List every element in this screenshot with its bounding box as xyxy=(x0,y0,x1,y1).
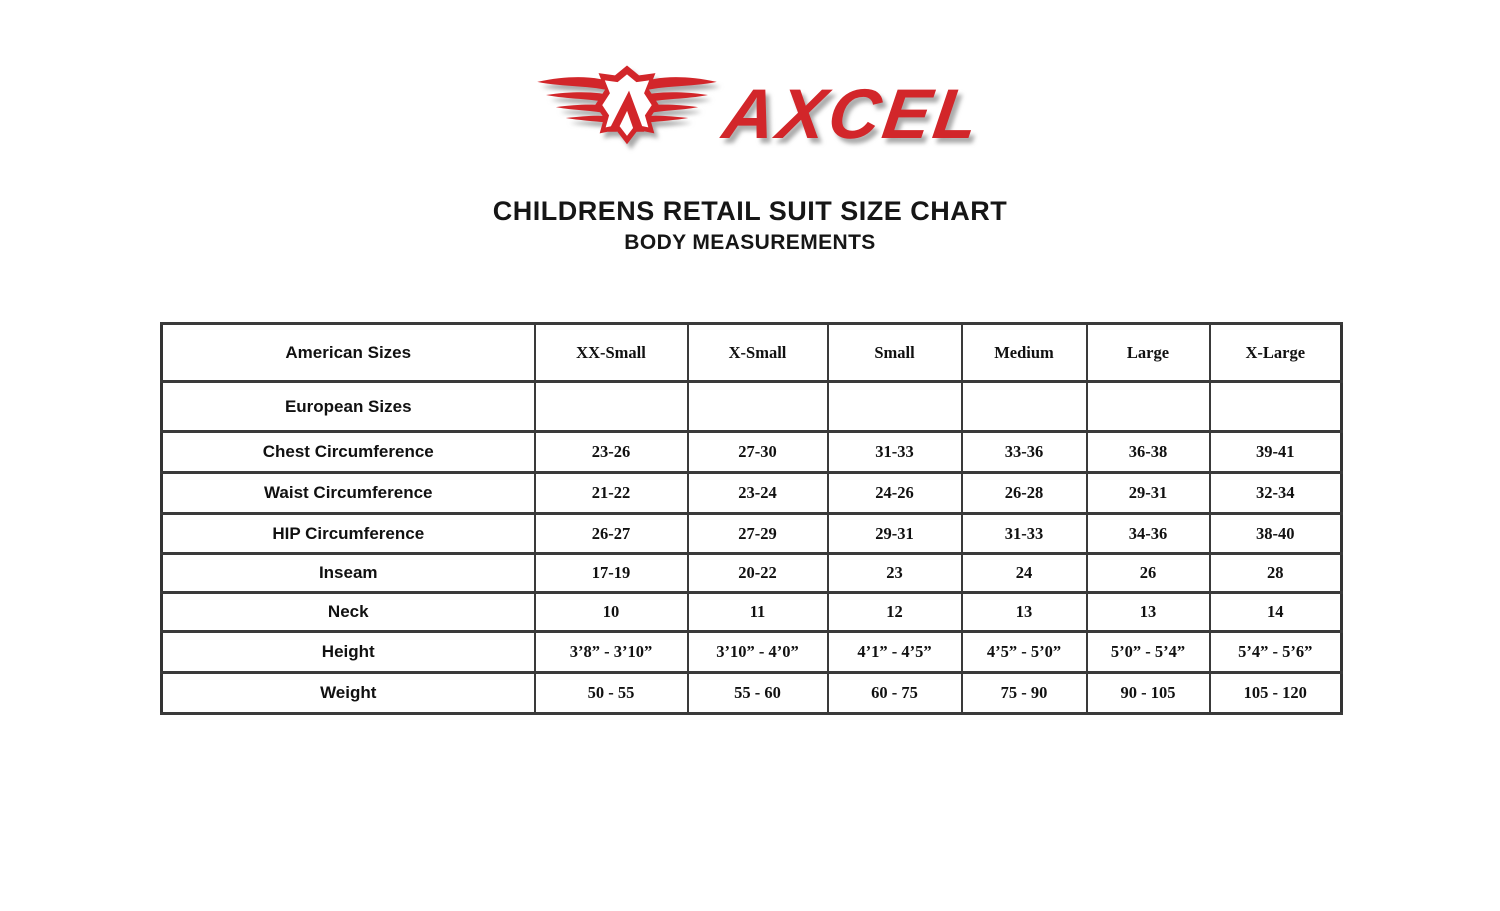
size-cell xyxy=(828,382,962,432)
row-label: European Sizes xyxy=(162,382,535,432)
size-cell xyxy=(1210,382,1342,432)
size-cell: 17-19 xyxy=(535,554,688,593)
size-cell: 31-33 xyxy=(828,432,962,473)
size-cell: 34-36 xyxy=(1087,514,1210,554)
size-cell: 36-38 xyxy=(1087,432,1210,473)
size-cell: 38-40 xyxy=(1210,514,1342,554)
size-chart-table xyxy=(160,322,1343,715)
size-cell: 27-29 xyxy=(688,514,828,554)
size-cell: 31-33 xyxy=(962,514,1087,554)
size-cell: 29-31 xyxy=(1087,473,1210,514)
page-title: CHILDRENS RETAIL SUIT SIZE CHART xyxy=(492,196,1008,226)
size-cell: 55 - 60 xyxy=(688,673,828,714)
size-cell: 33-36 xyxy=(962,432,1087,473)
size-cell: 3’10” - 4’0” xyxy=(688,632,828,673)
size-cell: 5’0” - 5’4” xyxy=(1087,632,1210,673)
column-header: Small xyxy=(828,324,962,382)
brand-logo xyxy=(0,60,1500,164)
table-row xyxy=(162,382,1342,432)
size-cell: 12 xyxy=(828,593,962,632)
size-cell xyxy=(962,382,1087,432)
table-row xyxy=(162,673,1342,714)
size-cell: 105 - 120 xyxy=(1210,673,1342,714)
row-label: Inseam xyxy=(162,554,535,593)
page-subtitle: BODY MEASUREMENTS xyxy=(624,231,876,255)
size-cell: 11 xyxy=(688,593,828,632)
table-row xyxy=(162,324,1342,382)
brand-wordmark: AXCEL xyxy=(718,74,987,154)
table-row xyxy=(162,432,1342,473)
size-cell: 20-22 xyxy=(688,554,828,593)
size-cell: 26-28 xyxy=(962,473,1087,514)
size-cell: 21-22 xyxy=(535,473,688,514)
size-cell: 50 - 55 xyxy=(535,673,688,714)
size-cell: 26-27 xyxy=(535,514,688,554)
size-cell: 26 xyxy=(1087,554,1210,593)
row-label: Chest Circumference xyxy=(162,432,535,473)
size-cell: 39-41 xyxy=(1210,432,1342,473)
row-label: Waist Circumference xyxy=(162,473,535,514)
column-header: XX-Small xyxy=(535,324,688,382)
column-header: X-Small xyxy=(688,324,828,382)
table-row xyxy=(162,632,1342,673)
winged-shield-a-icon xyxy=(534,60,720,164)
row-label: Weight xyxy=(162,673,535,714)
size-cell xyxy=(688,382,828,432)
size-cell: 4’1” - 4’5” xyxy=(828,632,962,673)
table-row xyxy=(162,593,1342,632)
size-cell: 14 xyxy=(1210,593,1342,632)
column-header: X-Large xyxy=(1210,324,1342,382)
size-cell: 23 xyxy=(828,554,962,593)
size-cell: 60 - 75 xyxy=(828,673,962,714)
row-label: American Sizes xyxy=(162,324,535,382)
size-cell: 24-26 xyxy=(828,473,962,514)
size-cell: 4’5” - 5’0” xyxy=(962,632,1087,673)
row-label: HIP Circumference xyxy=(162,514,535,554)
table-row xyxy=(162,473,1342,514)
size-cell: 5’4” - 5’6” xyxy=(1210,632,1342,673)
size-cell: 28 xyxy=(1210,554,1342,593)
size-cell: 90 - 105 xyxy=(1087,673,1210,714)
size-cell: 75 - 90 xyxy=(962,673,1087,714)
size-cell: 29-31 xyxy=(828,514,962,554)
size-cell: 23-24 xyxy=(688,473,828,514)
size-cell: 32-34 xyxy=(1210,473,1342,514)
size-cell: 27-30 xyxy=(688,432,828,473)
size-cell xyxy=(535,382,688,432)
size-cell: 13 xyxy=(1087,593,1210,632)
size-cell: 24 xyxy=(962,554,1087,593)
size-cell: 10 xyxy=(535,593,688,632)
size-cell: 13 xyxy=(962,593,1087,632)
row-label: Neck xyxy=(162,593,535,632)
size-cell xyxy=(1087,382,1210,432)
size-cell: 23-26 xyxy=(535,432,688,473)
table-row xyxy=(162,514,1342,554)
row-label: Height xyxy=(162,632,535,673)
column-header: Medium xyxy=(962,324,1087,382)
size-chart-body xyxy=(162,324,1342,714)
column-header: Large xyxy=(1087,324,1210,382)
size-cell: 3’8” - 3’10” xyxy=(535,632,688,673)
table-row xyxy=(162,554,1342,593)
title-block xyxy=(0,196,1500,255)
